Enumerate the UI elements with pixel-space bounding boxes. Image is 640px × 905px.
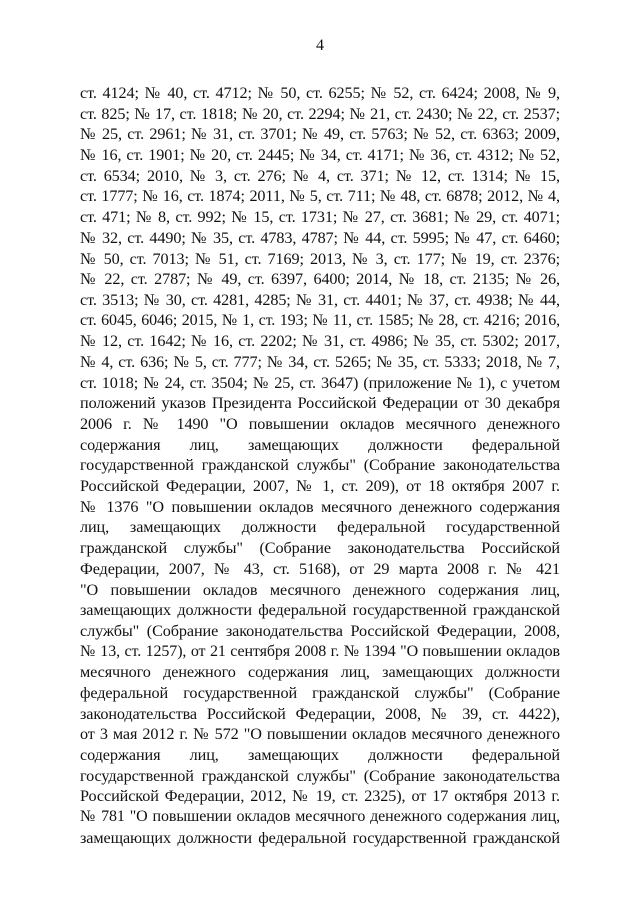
body-line: законодательства Российской Федерации, 2008, № 39, ст. 4422), xyxy=(80,704,560,723)
body-line: государственной гражданской службы" (Собрание законодательства xyxy=(80,766,560,785)
body-line: Российской Федерации, 2007, № 1, ст. 209), от 18 октября 2007 г. xyxy=(80,477,560,496)
body-line: ст. 1018; № 24, ст. 3504; № 25, ст. 3647) (приложение № 1), с учетом xyxy=(80,373,560,392)
body-line: ст. 471; № 8, ст. 992; № 15, ст. 1731; № 27, ст. 3681; № 29, ст. 4071; xyxy=(80,208,560,227)
body-line: ст. 6045, 6046; 2015, № 1, ст. 193; № 11, ст. 1585; № 28, ст. 4216; 2016, xyxy=(80,311,560,329)
body-line: ст. 4124; № 40, ст. 4712; № 50, ст. 6255; № 52, ст. 6424; 2008, № 9, xyxy=(80,84,560,102)
body-line: ст. 3513; № 30, ст. 4281, 4285; № 31, ст. 4401; № 37, ст. 4938; № 44, xyxy=(80,290,560,309)
body-line: "О повышении окладов месячного денежного содержания лиц, xyxy=(80,580,560,599)
body-line: гражданской службы" (Собрание законодательства Российской xyxy=(80,539,560,558)
body-line: № 1376 "О повышении окладов месячного денежного содержания xyxy=(80,497,560,516)
body-line: от 3 мая 2012 г. № 572 "О повышении окладов месячного денежного xyxy=(80,725,560,744)
body-line: содержания лиц, замещающих должности федеральной xyxy=(80,435,560,454)
body-line: 2006 г. № 1490 "О повышении окладов месячного денежного xyxy=(80,415,560,433)
page-number: 4 xyxy=(316,37,324,54)
body-line: № 12, ст. 1642; № 16, ст. 2202; № 31, ст. 4986; № 35, ст. 5302; 2017, xyxy=(80,332,560,351)
body-line: № 781 "О повышении окладов месячного денежного содержания лиц, xyxy=(80,808,560,826)
body-line: № 50, ст. 7013; № 51, ст. 7169; 2013, № 3, ст. 177; № 19, ст. 2376; xyxy=(80,249,560,268)
body-line: замещающих должности федеральной государственной гражданской xyxy=(80,828,560,847)
body-line: государственной гражданской службы" (Собрание законодательства xyxy=(80,456,560,475)
body-line: службы" (Собрание законодательства Российской Федерации, 2008, xyxy=(80,621,560,640)
body-line: ст. 825; № 17, ст. 1818; № 20, ст. 2294; № 21, ст. 2430; № 22, ст. 2537; xyxy=(80,104,560,123)
body-line: Российской Федерации, 2012, № 19, ст. 2325), от 17 октября 2013 г. xyxy=(80,787,560,806)
body-line: положений указов Президента Российской Федерации от 30 декабря xyxy=(80,394,560,413)
body-line: федеральной государственной гражданской службы" (Собрание xyxy=(80,683,560,702)
body-line: № 4, ст. 636; № 5, ст. 777; № 34, ст. 5265; № 35, ст. 5333; 2018, № 7, xyxy=(80,352,560,371)
body-line: месячного денежного содержания лиц, замещающих должности xyxy=(80,663,560,682)
body-line: № 25, ст. 2961; № 31, ст. 3701; № 49, ст. 5763; № 52, ст. 6363; 2009, xyxy=(80,125,560,144)
body-line: № 13, ст. 1257), от 21 сентября 2008 г. № 1394 "О повышении окладов xyxy=(80,642,560,660)
body-line: № 16, ст. 1901; № 20, ст. 2445; № 34, ст. 4171; № 36, ст. 4312; № 52, xyxy=(80,146,560,165)
body-line: № 22, ст. 2787; № 49, ст. 6397, 6400; 2014, № 18, ст. 2135; № 26, xyxy=(80,270,560,289)
body-line: ст. 6534; 2010, № 3, ст. 276; № 4, ст. 371; № 12, ст. 1314; № 15, xyxy=(80,166,560,185)
body-line: Федерации, 2007, № 43, ст. 5168), от 29 марта 2008 г. № 421 xyxy=(80,559,560,578)
document-body xyxy=(80,83,560,848)
body-line: лиц, замещающих должности федеральной государственной xyxy=(80,518,560,537)
body-line: № 32, ст. 4490; № 35, ст. 4783, 4787; № 44, ст. 5995; № 47, ст. 6460; xyxy=(80,228,560,247)
body-line: ст. 1777; № 16, ст. 1874; 2011, № 5, ст. 711; № 48, ст. 6878; 2012, № 4, xyxy=(80,187,560,206)
body-line: замещающих должности федеральной государственной гражданской xyxy=(80,601,560,620)
body-line: содержания лиц, замещающих должности федеральной xyxy=(80,746,560,764)
